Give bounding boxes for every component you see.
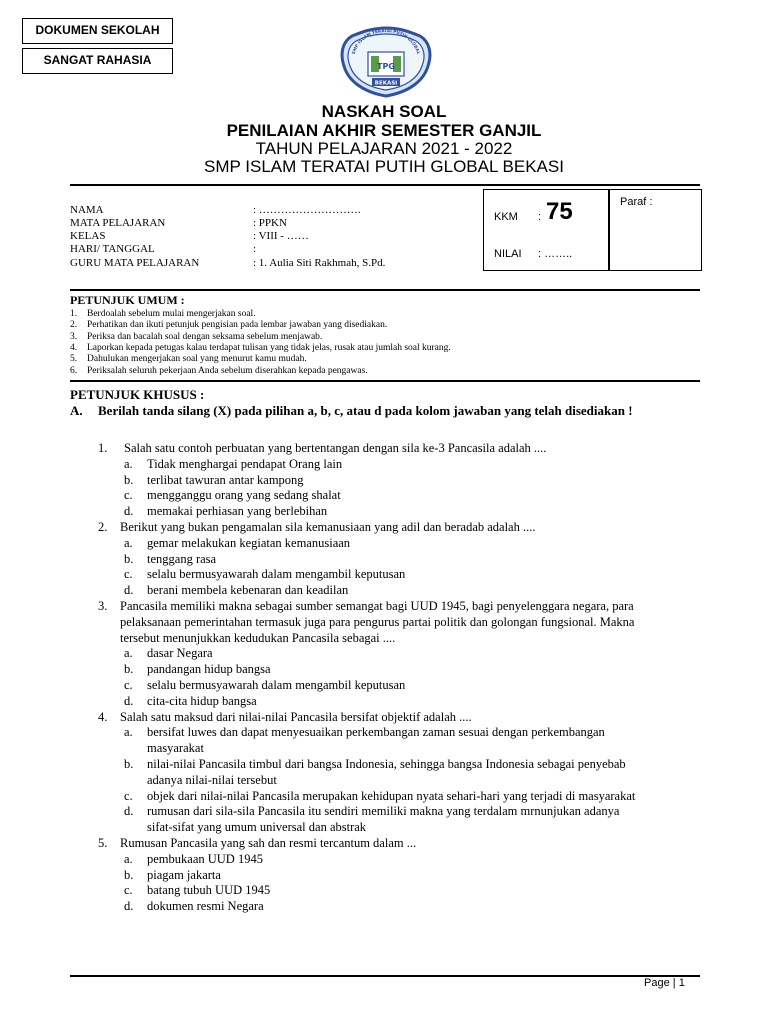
info-value: : ………………………. — [253, 204, 361, 216]
paraf-label: Paraf : — [620, 196, 653, 208]
question-text: Salah satu contoh perbuatan yang bertentangan dengan sila ke-3 Pancasila adalah .... — [124, 441, 547, 455]
question-number: 1. — [98, 441, 108, 455]
option-text: dokumen resmi Negara — [147, 899, 264, 914]
section-rule — [70, 289, 700, 291]
question-text: Berikut yang bukan pengamalan sila kemanusiaan yang adil dan beradab adalah .... — [120, 520, 536, 534]
school-logo — [340, 26, 432, 98]
header-rule — [70, 184, 700, 186]
special-instructions-title: PETUNJUK KHUSUS : — [70, 387, 205, 402]
info-label: KELAS — [70, 230, 106, 242]
question-text: Salah satu maksud dari nilai-nilai Pancasila bersifat objektif adalah .... — [120, 709, 472, 724]
info-label: GURU MATA PELAJARAN — [70, 257, 200, 269]
option-letter: c. — [124, 883, 133, 898]
exam-title: PENILAIAN AKHIR SEMESTER GANJIL — [226, 121, 542, 140]
question-number: 4. — [98, 709, 108, 724]
option-letter: b. — [124, 867, 134, 882]
list-item: 6. Periksalah seluruh pekerjaan Anda sebelum diserahkan kepada pengawas. — [70, 366, 368, 376]
option-letter: d. — [124, 899, 134, 914]
question-text: Pancasila memiliki makna sebagai sumber semangat bagi UUD 1945, bagi penyelenggara negara, para — [120, 599, 634, 613]
option-text: nilai-nilai Pancasila timbul dari bangsa Indonesia, sehingga bangsa Indonesia sebagai penyebab — [147, 757, 626, 771]
option-text: mengganggu orang yang sedang shalat — [147, 488, 341, 503]
question-text: Rumusan Pancasila yang sah dan resmi tercantum dalam ... — [120, 836, 417, 850]
option-text: selalu bermusyawarah dalam mengambil keputusan — [147, 567, 406, 582]
kkm-label: KKM — [494, 211, 518, 223]
option-text: berani membela kebenaran dan keadilan — [147, 583, 349, 598]
kkm-colon: : — [538, 211, 542, 223]
option-text: cita-cita hidup bangsa — [147, 693, 257, 708]
option-text: memakai perhiasan yang berlebihan — [147, 504, 328, 519]
page-separator: | — [672, 977, 676, 989]
info-value: : PPKN — [253, 217, 287, 229]
kkm-value: 75 — [546, 198, 573, 225]
document-title: NASKAH SOAL — [321, 102, 447, 121]
option-text: pandangan hidup bangsa — [147, 662, 271, 677]
option-letter: c. — [124, 678, 133, 692]
option-text: Tidak menghargai pendapat Orang lain — [147, 456, 343, 471]
logo-bottom-text: BEKASI — [374, 80, 398, 87]
general-instructions-title: PETUNJUK UMUM : — [70, 293, 185, 307]
option-letter: c. — [124, 567, 133, 582]
option-letter: d. — [124, 693, 134, 708]
option-text: batang tubuh UUD 1945 — [147, 883, 271, 898]
question-number: 5. — [98, 836, 108, 850]
info-value: : VIII - …… — [253, 230, 309, 242]
footer-rule — [70, 975, 700, 977]
info-label: NAMA — [70, 204, 104, 216]
option-letter: a. — [124, 851, 133, 866]
option-text: selalu bermusyawarah dalam mengambil keputusan — [147, 678, 406, 692]
option-letter: c. — [124, 788, 133, 803]
list-item: 3. Periksa dan bacalah soal dengan seksama sebelum menjawab. — [70, 332, 323, 342]
option-text: bersifat luwes dan dapat menyesuaikan perkembangan zaman sesuai dengan perkembangan — [147, 725, 605, 740]
option-letter: d. — [124, 804, 134, 819]
nilai-label: NILAI — [494, 248, 522, 260]
option-text: gemar melakukan kegiatan kemanusiaan — [147, 535, 351, 550]
option-letter: a. — [124, 646, 133, 661]
option-text: adanya nilai-nilai tersebut — [147, 772, 277, 787]
question-number: 2. — [98, 520, 108, 534]
page-footer — [644, 977, 685, 989]
nilai-value: : …….. — [538, 248, 573, 260]
logo-top-text: SMP ISLAM TERATAI PUTIH GLOBAL — [350, 27, 422, 55]
section-letter: A. — [70, 403, 83, 418]
list-item: 1. Berdoalah sebelum mulai mengerjakan soal. — [70, 309, 256, 319]
question-text: tersebut menunjukkan kedudukan Pancasila sebagai .... — [120, 630, 396, 645]
info-label: MATA PELAJARAN — [70, 217, 166, 229]
info-value: : 1. Aulia Siti Rakhmah, S.Pd. — [253, 257, 386, 269]
school-name: SMP ISLAM TERATAI PUTIH GLOBAL BEKASI — [204, 157, 564, 176]
academic-year: TAHUN PELAJARAN 2021 - 2022 — [255, 139, 513, 158]
section-rule — [70, 380, 700, 382]
special-instruction: Berilah tanda silang (X) pada pilihan a, b, c, atau d pada kolom jawaban yang telah disediakan ! — [98, 403, 633, 418]
option-letter: a. — [124, 725, 133, 740]
score-box — [483, 189, 702, 271]
list-item: 4. Laporkan kepada petugas kalau terdapat tulisan yang tidak jelas, rusak atau jumlah soal kurang. — [70, 343, 451, 353]
option-text: masyarakat — [147, 741, 204, 756]
info-value: : — [253, 243, 257, 255]
page-label: Page — [644, 977, 670, 989]
list-item: 2. Perhatikan dan ikuti petunjuk pengisian pada lembar jawaban yang disediakan. — [70, 320, 388, 330]
option-letter: a. — [124, 535, 133, 550]
option-letter: b. — [124, 662, 134, 677]
option-text: objek dari nilai-nilai Pancasila merupakan kehidupan nyata sehari-hari yang terjadi di masyarakat — [147, 788, 636, 803]
option-text: pembukaan UUD 1945 — [147, 851, 263, 866]
info-label: HARI/ TANGGAL — [70, 243, 155, 255]
option-text: tenggang rasa — [147, 551, 217, 566]
option-letter: b. — [124, 472, 134, 487]
document-label: DOKUMEN SEKOLAH — [22, 18, 173, 44]
question-text: pelaksanaan pemerintahan termasuk juga para pengurus partai politik dan golongan fungsional. Makna — [120, 614, 635, 629]
question-number: 3. — [98, 599, 108, 613]
option-text: sifat-sifat yang umum universal dan abstrak — [147, 820, 367, 835]
option-letter: d. — [124, 583, 134, 598]
option-letter: b. — [124, 757, 134, 771]
confidential-label: SANGAT RAHASIA — [22, 48, 173, 74]
page-number: 1 — [678, 977, 685, 989]
option-letter: c. — [124, 488, 133, 503]
list-item: 5. Dahulukan mengerjakan soal yang menurut kamu mudah. — [70, 354, 307, 364]
option-letter: d. — [124, 504, 134, 519]
logo-emblem-text: TPG — [377, 62, 395, 71]
option-letter: b. — [124, 551, 134, 566]
option-text: terlibat tawuran antar kampong — [147, 472, 304, 487]
option-text: rumusan dari sila-sila Pancasila itu sendiri memiliki makna yang terdalam mrnunjukan adanya — [147, 804, 620, 819]
option-text: dasar Negara — [147, 646, 213, 661]
option-letter: a. — [124, 456, 133, 471]
score-divider — [608, 190, 610, 270]
option-text: piagam jakarta — [147, 867, 221, 882]
